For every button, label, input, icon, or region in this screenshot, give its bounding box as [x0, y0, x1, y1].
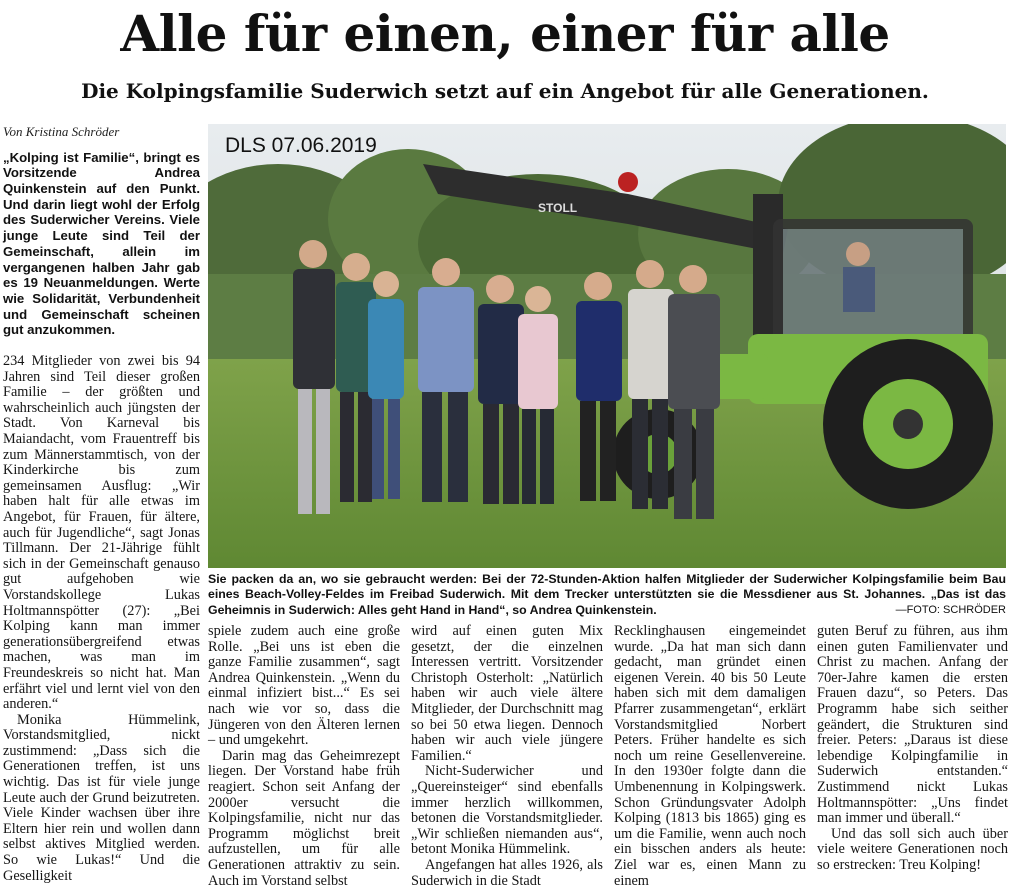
subheadline: Die Kolpingsfamilie Suderwich setzt auf ein Angebot für alle Generationen.: [81, 79, 929, 103]
lead-paragraph: „Kolping ist Familie“, bringt es Vorsitzende Andrea Quinkenstein auf den Punkt. Und darin liegt wohl der Erfolg des Suderwicher Vereins. Viele junge Leute sind Teil der Gemeinschaft, allein im vergangenen halben Jahr gab es 19 Neuanmeldungen. Werte wie Solidarität, Verbundenheit und Gemeinschaft scheinen gut anzukommen.: [3, 149, 200, 338]
paragraph: Recklinghausen eingemeindet wurde. „Da hat man sich dann gedacht, man gründet einen eigenen Verein. 40 bis 50 Leute haben sich mit dem damaligen Pfarrer zusammengetan“, erklärt Vorstandsmitglied Norbert Peters. Früher handelte es sich noch um reine Gesellenvereine. In den 1930er folgte dann die Umbenennung in Kolpingswerk. Schon Gründungsvater Adolph Kolping (1813 bis 1865) ging es um die Familie, wenn auch noch ein bisschen anders als heute: Ziel war es, einen Mann zu einem: [614, 623, 806, 889]
paragraph: 234 Mitglieder von zwei bis 94 Jahren sind Teil dieser großen Familie – der größten und wahrscheinlich auch jüngsten der Stadt. Von Karneval bis Maiandacht, vom Frauentreff bis zum Männerstammtisch, von der Kinderkirche bis zum gemeinsamen Ausflug: „Wir haben halt für alle etwas im Angebot, für Frauen, für ältere, auch für Jugendliche“, sagt Jonas Tillmann. Der 21-Jährige fühlt sich in der Gemeinschaft genauso gut aufgehoben wie Vorstandskollege Lukas Holtmannspötter (27): „Bei Kolping kann man immer generationsübergreifend etwas machen, was man im Freundeskreis so nicht hat. Man erfährt viel und lernt viel von den anderen.“: [3, 353, 200, 713]
paragraph: Nicht-Suderwicher und „Quereinsteiger“ sind ebenfalls immer herzlich willkommen, betonen die Vorstandsmitglieder. „Wir schließen niemanden aus“, betont Monika Hümmelink.: [411, 763, 603, 858]
paragraph: Angefangen hat alles 1926, als Suderwich in die Stadt: [411, 856, 603, 889]
photo-illustration: [208, 124, 1006, 568]
text-column-1: [3, 124, 200, 884]
text-column-3: [411, 624, 603, 889]
date-stamp: DLS 07.06.2019: [225, 134, 377, 157]
article-photo: [208, 124, 1006, 568]
byline: Von Kristina Schröder: [3, 124, 120, 139]
tractor-brand-label: STOLL: [538, 201, 578, 215]
paragraph: spiele zudem auch eine große Rolle. „Bei uns ist eben die ganze Familie zusammen“, sagt Andrea Quinkenstein. „Wenn du einmal infiziert bist...“ Es sei nach wie vor so, dass die Jüngeren von den Älteren lernen – und umgekehrt.: [208, 623, 400, 749]
paragraph: Darin mag das Geheimrezept liegen. Der Vorstand habe früh reagiert. Schon seit Anfang der 2000er versucht die Kolpingsfamilie, nicht nur das Programm möglichst breit aufzustellen, um für alle Generationen attraktiv zu sein. Auch im Vorstand selbst: [208, 747, 400, 889]
text-column-5: [817, 624, 1008, 874]
paragraph: guten Beruf zu führen, aus ihm einen guten Familienvater und Christ zu machen. Anfang der 70er-Jahre kamen die ersten Frauen dazu“, so Peters. Das Programm habe sich seither geändert, die Strukturen sind freier. Peters: „Daraus ist diese lebendige Kolpingfamilie in Suderwich entstanden.“ Zustimmend nickt Lukas Holtmannspötter: „Uns findet man immer und überall.“: [817, 623, 1008, 827]
paragraph: Monika Hümmelink, Vorstandsmitglied, nickt zustimmend: „Dass sich die Generationen treffen, ist uns wichtig. Das ist für viele junge Leute auch der Grund beizutreten. Viele Kinder wachsen über ihre Eltern hier rein und wollen dann selbst aktives Mitglied werden. So wie Lukas!“ Und die Geselligkeit: [3, 711, 200, 884]
photo-credit: —FOTO: SCHRÖDER: [895, 603, 1006, 616]
paragraph: Und das soll sich auch über viele weitere Generationen noch so erstrecken: Treu Kolping!: [817, 825, 1008, 873]
text-column-4: [614, 624, 806, 889]
headline: Alle für einen, einer für alle: [120, 4, 890, 63]
caption-text: Sie packen da an, wo sie gebraucht werden: Bei der 72-Stunden-Aktion halfen Mitglieder der Suderwicher Kolpingsfamilie beim Bau eines Beach-Volley-Feldes im Freibad Suderwich. Mit dem Trecker unterstützten sie die Messdiener aus St. Johannes. „Das ist das Geheimnis in Suderwich: Alles geht Hand in Hand“, so Andrea Quinkenstein.: [208, 572, 1006, 617]
photo-caption: [208, 572, 1006, 618]
paragraph: wird auf einen guten Mix gesetzt, der die einzelnen Interessen vertritt. Vorsitzender Christoph Osterholt: „Natürlich haben wir auch viele ältere Mitglieder, der Durchschnitt mag so bei 50 etwa liegen. Dennoch haben wir auch viele jüngere Familien.“: [411, 623, 603, 764]
text-column-2: [208, 624, 400, 889]
